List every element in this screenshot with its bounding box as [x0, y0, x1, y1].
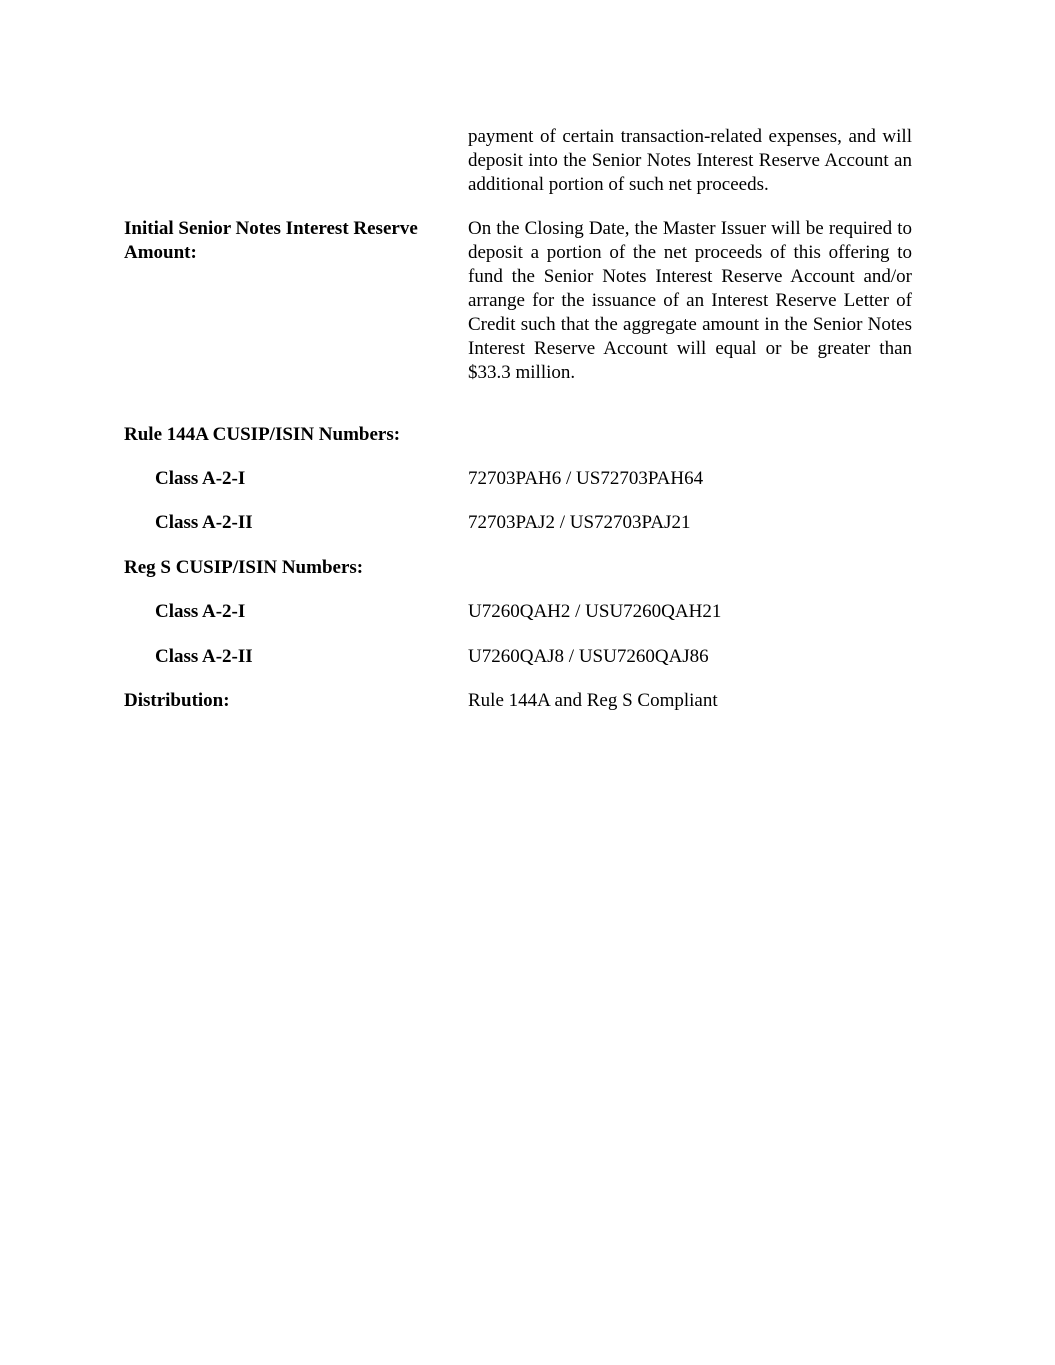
rule144a-class-a2ii-value: 72703PAJ2 / US72703PAJ21: [468, 512, 691, 533]
rule144a-class-a2i-value: 72703PAH6 / US72703PAH64: [468, 468, 704, 489]
regs-class-a2ii-value: U7260QAJ8 / USU7260QAJ86: [468, 646, 709, 667]
rule144a-heading: Rule 144A CUSIP/ISIN Numbers:: [124, 424, 401, 445]
regs-class-a2i-value: U7260QAH2 / USU7260QAH21: [468, 601, 722, 622]
distribution-value: Rule 144A and Reg S Compliant: [468, 690, 718, 711]
initial-reserve-paragraph: On the Closing Date, the Master Issuer will be required to deposit a portion of the net proceeds of this offering to fund the Senior Notes Interest Reserve Account and/or arrange for the issuance of an Interest Reserve Letter of Credit such that the aggregate amount in the Senior Notes Interest Reserve Account will equal or be greater than $33.3 million.: [468, 218, 912, 383]
regs-class-a2i-label: Class A-2-I: [155, 601, 246, 622]
rule144a-class-a2ii-label: Class A-2-II: [155, 512, 253, 533]
distribution-label: Distribution:: [124, 690, 230, 711]
continuation-paragraph: payment of certain transaction-related expenses, and will deposit into the Senior Notes Interest Reserve Account an additional portion of such net proceeds.: [468, 126, 912, 195]
regs-class-a2ii-label: Class A-2-II: [155, 646, 253, 667]
rule144a-class-a2i-label: Class A-2-I: [155, 468, 246, 489]
initial-reserve-label: Initial Senior Notes Interest Reserve Amount:: [124, 218, 418, 263]
regs-heading: Reg S CUSIP/ISIN Numbers:: [124, 557, 364, 578]
